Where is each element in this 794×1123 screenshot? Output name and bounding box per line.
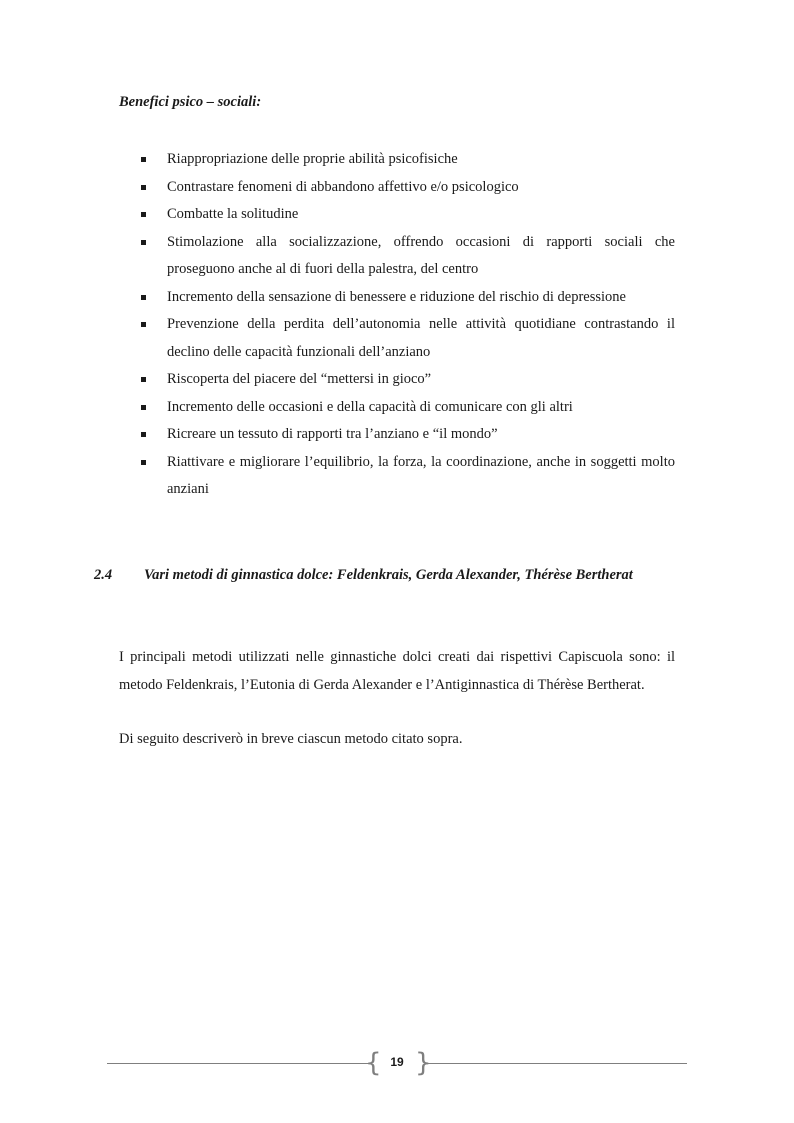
list-item: Ricreare un tessuto di rapporti tra l’anziano e “il mondo” xyxy=(119,421,675,449)
list-item: Combatte la solitudine xyxy=(119,201,675,229)
benefits-list xyxy=(119,146,675,504)
section-title-text: Vari metodi di ginnastica dolce: Feldenkrais, Gerda Alexander, Thérèse Bertherat xyxy=(144,567,633,583)
list-item: Incremento delle occasioni e della capacità di comunicare con gli altri xyxy=(119,394,675,422)
square-bullet-icon xyxy=(141,295,146,300)
section-heading xyxy=(94,561,675,590)
section-number: 2.4 xyxy=(94,567,113,583)
subheading-benefici: Benefici psico – sociali: xyxy=(119,94,262,110)
square-bullet-icon xyxy=(141,377,146,382)
right-brace-icon: } xyxy=(415,1048,432,1078)
list-item: Riscoperta del piacere del “mettersi in gioco” xyxy=(119,366,675,394)
square-bullet-icon xyxy=(141,432,146,437)
square-bullet-icon xyxy=(141,157,146,162)
list-item: Riattivare e migliorare l’equilibrio, la forza, la coordinazione, anche in soggetti molto anziani xyxy=(119,449,675,504)
footer-rule-left xyxy=(107,1063,369,1064)
list-item: Prevenzione della perdita dell’autonomia nelle attività quotidiane contrastando il declino delle capacità funzionali dell’anziano xyxy=(119,311,675,366)
square-bullet-icon xyxy=(141,212,146,217)
square-bullet-icon xyxy=(141,460,146,465)
square-bullet-icon xyxy=(141,240,146,245)
square-bullet-icon xyxy=(141,185,146,190)
footer-rule-right xyxy=(425,1063,687,1064)
list-item: Contrastare fenomeni di abbandono affettivo e/o psicologico xyxy=(119,174,675,202)
page-number: 19 xyxy=(390,1055,404,1069)
paragraph-intro: Di seguito descriverò in breve ciascun metodo citato sopra. xyxy=(119,731,463,747)
list-item: Riappropriazione delle proprie abilità psicofisiche xyxy=(119,146,675,174)
list-item: Stimolazione alla socializzazione, offrendo occasioni di rapporti sociali che proseguono anche al di fuori della palestra, del centro xyxy=(119,229,675,284)
square-bullet-icon xyxy=(141,405,146,410)
paragraph-methods: I principali metodi utilizzati nelle ginnastiche dolci creati dai rispettivi Capiscuola sono: il metodo Feldenkrais, l’Eutonia di Gerda Alexander e l’Antiginnastica di Thérèse Bertherat. xyxy=(119,649,675,693)
list-item: Incremento della sensazione di benessere e riduzione del rischio di depressione xyxy=(119,284,675,312)
square-bullet-icon xyxy=(141,322,146,327)
left-brace-icon: { xyxy=(365,1048,382,1078)
page-footer xyxy=(107,1047,687,1081)
